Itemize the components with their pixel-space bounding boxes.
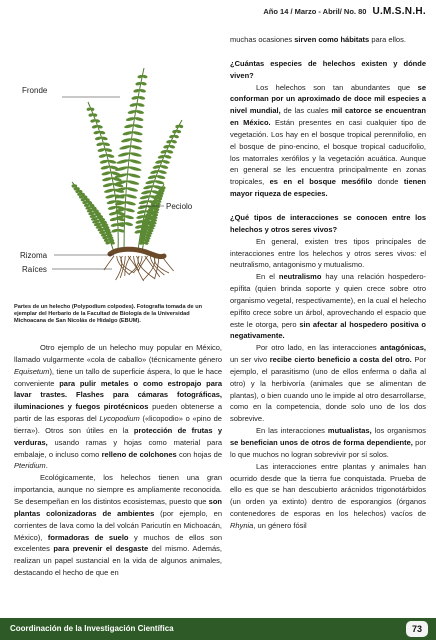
fern-leaflet xyxy=(136,102,145,107)
fern-leaflet xyxy=(126,179,139,185)
fern-leaflet xyxy=(98,153,107,158)
paragraph: Por otro lado, en las interacciones antagónicas, un ser vivo recibe cierto beneficio a costa del otro. Por ejemplo, el parasitismo (uno de ellos enferma o daña al otro) y la herbivoría (animales que se alimentan de plantas), o bien cuando uno le impide al otro desarrollarse, como en la competencia, donde solo uno de los dos sobrevive. xyxy=(230,343,426,424)
fern-leaflet xyxy=(100,165,110,170)
fern-leaflet xyxy=(125,193,137,199)
fern-leaflet xyxy=(135,109,144,114)
fern-figure xyxy=(14,62,220,294)
fern-leaflet xyxy=(118,151,131,157)
issue-label: Año 14 / Marzo - Abril/ No. 80 xyxy=(263,7,367,16)
label-raices: Raíces xyxy=(22,265,47,274)
page-number: 73 xyxy=(406,621,428,637)
fern-leaflet xyxy=(121,137,133,143)
fern-root xyxy=(104,256,114,270)
fern-leaflet xyxy=(96,142,104,147)
fern-leaflet xyxy=(134,116,144,121)
page-footer xyxy=(0,618,436,640)
fern-leaflet xyxy=(124,207,135,213)
fern-leaflet xyxy=(107,205,117,210)
section-question: ¿Qué tipos de interacciones se conocen entre los helechos y otros seres vivos? xyxy=(230,212,426,234)
label-rizoma: Rizoma xyxy=(20,251,48,260)
fern-leaflet xyxy=(162,159,170,164)
fern-leaflet xyxy=(154,179,164,184)
fern-leaflet xyxy=(147,174,157,179)
fern-leaflet xyxy=(155,159,163,164)
fern-leaflet xyxy=(110,223,118,228)
fern-leaflet xyxy=(125,200,136,206)
fern-leaflet xyxy=(105,194,116,200)
fern-leaflet xyxy=(160,164,169,169)
paragraph: muchas ocasiones sirven como hábitats para ellos. xyxy=(230,35,406,44)
label-peciolo: Peciolo xyxy=(166,202,193,211)
fern-root xyxy=(162,256,174,271)
right-column xyxy=(230,34,426,532)
paragraph: Ecológicamente, los helechos tienen una gran importancia, aunque no siempre es ampliamente reconocida. Se desempeñan en los distintos ecosistemas, puesto que son plantas colonizadoras de ambientes (por ejemplo, en corrientes de lava como la del volcán Paricutín en Michoacán, México), formadoras de suelo y muchos de ellos son excelentes para prevenir el desgaste del mismo. Además, realizan un papel sustancial en la vida de algunos animales, destacando el hecho de que en xyxy=(14,473,222,578)
fern-leaflet xyxy=(124,214,134,219)
left-column xyxy=(14,342,222,579)
paragraph: Los helechos son tan abundantes que se conforman por un aproximado de doce mil especies a nivel mundial, de las cuales mil catorce se encuentran en México. Están presentes en casi cualquier tipo de vegetación. Los hay en el bosque tropical perennifolio, en el bosque de pino-encino, el bosque tropical caducifolio, los matorrales xerófilos y la vegetación acuática. Aunque en general se les encuentra principalmente en zonas tropicales, es en el bosque mesófilo donde tienen mayor riqueza de especies. xyxy=(230,82,426,199)
fern-leaflet xyxy=(131,137,143,143)
fern-leaflet xyxy=(132,130,143,136)
fern-leaflet xyxy=(150,169,159,174)
fern-leaflet xyxy=(133,123,143,129)
fern-leaflet xyxy=(106,199,116,204)
paragraph: En el neutralismo hay una relación hospedero-epífita (quien brinda soporte y quien crece sobre otro organismo vegetal, respectivamente), en la cual el helecho epífito crece sobre un árbol, aprovechando el espacio que este le otorga, pero sin afectar al hospedero positiva o negativamente. xyxy=(230,272,426,341)
fern-leaflet xyxy=(119,144,131,150)
fern-leaflet xyxy=(129,151,142,157)
fern-root xyxy=(139,256,148,270)
paragraph: Otro ejemplo de un helecho muy popular en México, llamado vulgarmente «cola de caballo» (técnicamente género Equisetum), tiene un tallo de superficie áspera, lo que le hace conveniente para pulir metales o como estropajo para lavar trastes. Flashes para cámaras fotográficas, iluminaciones y fuegos pirotécnicos pueden obtenerse a partir de las esporas del Lycopodium («licopodio» o «pino de tierra»). Otros son útiles en la protección de frutas y verduras, usando ramas y hojas como material para embalaje, o incluso como relleno de colchones con hojas de Pteridium. xyxy=(14,343,222,471)
fern-leaflet xyxy=(99,159,108,164)
figure-caption: Partes de un helecho (Polypodium colpodes). Fotografía tomada de un ejemplar del Herbario de la Facultad de Biología de la Universidad Michoacana de San Nicolás de Hidalgo (EBUM). xyxy=(14,304,203,325)
fern-leaflet xyxy=(158,169,167,174)
fern-leaflet xyxy=(116,158,130,164)
fern-leaflet xyxy=(164,154,172,159)
fern-leaflet xyxy=(102,176,113,182)
fern-leaflet xyxy=(127,172,141,178)
paragraph: Las interacciones entre plantas y animales han ocurrido desde que la tierra fue conquistada. Prueba de ello es que se han descubierto arácnidos trigonotárbidos (un orden ya extinto) dentro de esporangios (órganos contenedores de esporas en los helechos) vacíos de Rhynia, un género fósil xyxy=(230,461,426,530)
fern-leaflet xyxy=(102,182,113,188)
fern-leaflet xyxy=(111,228,119,233)
footer-section-label: Coordinación de la Investigación Científica xyxy=(10,624,174,633)
fern-leaflet xyxy=(156,174,166,179)
fern-leaflet xyxy=(152,164,161,169)
fern-leaflet xyxy=(128,165,142,171)
label-fronde: Fronde xyxy=(22,86,48,95)
paragraph: En las interacciones mutualistas, los organismos se benefician unos de otros de forma dependiente, por lo que muchos no logran sobrevivir por sí solos. xyxy=(230,426,426,459)
fern-leaflet xyxy=(130,144,142,150)
fern-leaflet xyxy=(138,95,146,100)
fern-illustration xyxy=(14,62,220,294)
page-header xyxy=(263,6,426,17)
institution-label: U.M.S.N.H. xyxy=(372,6,426,17)
fern-leaflet xyxy=(97,148,105,153)
fern-leaflet xyxy=(104,188,115,194)
fern-leaflet xyxy=(126,186,139,192)
fern-leaflet xyxy=(101,171,111,176)
section-question: ¿Cuántas especies de helechos existen y dónde viven? xyxy=(230,58,426,80)
paragraph: En general, existen tres tipos principales de interacciones entre los helechos y otros seres vivos: el neutralismo, antagonismo y mutualismo. xyxy=(230,236,426,270)
fern-leaflet xyxy=(124,221,134,226)
fern-leaflet xyxy=(128,158,142,164)
